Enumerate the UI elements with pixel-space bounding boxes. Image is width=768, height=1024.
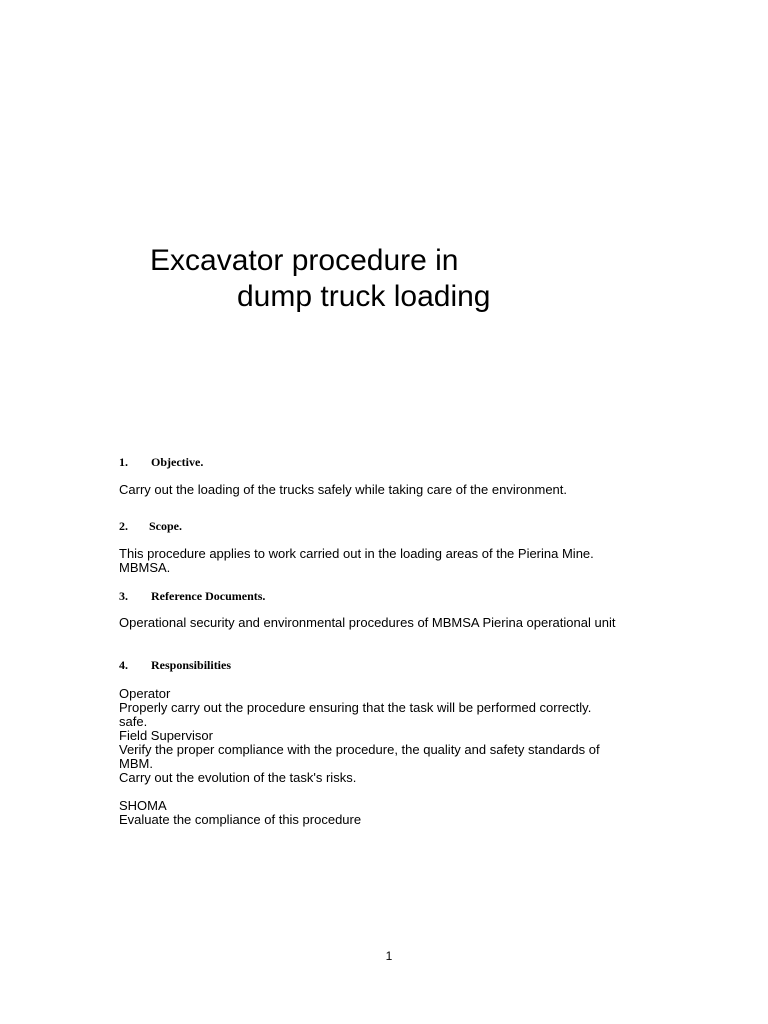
section-number: 1.: [119, 455, 128, 469]
section-heading-objective: [119, 455, 203, 469]
body-line: MBM.: [119, 756, 153, 771]
body-line: This procedure applies to work carried out in the loading areas of the Pierina Mine.: [119, 546, 594, 561]
page-number: 1: [385, 949, 393, 963]
document-title-line-1: Excavator procedure in: [150, 244, 459, 277]
section-number: 2.: [119, 519, 128, 533]
section-body-scope: [119, 547, 619, 575]
section-heading-scope: [119, 519, 182, 533]
body-line: Properly carry out the procedure ensuring that the task will be performed correctly.: [119, 700, 592, 715]
body-line: Operational security and environmental procedures of MBMSA Pierina operational unit: [119, 615, 616, 630]
document-title-line-2: dump truck loading: [237, 280, 491, 313]
body-line: Carry out the evolution of the task's risks.: [119, 770, 357, 785]
role-label-shoma: SHOMA: [119, 798, 167, 813]
body-line: Carry out the loading of the trucks safely while taking care of the environment.: [119, 482, 568, 497]
section-number: 4.: [119, 658, 128, 672]
section-title: Responsibilities: [151, 658, 232, 672]
role-label-operator: Operator: [119, 686, 171, 701]
section-heading-reference-documents: [119, 589, 265, 603]
body-line: Evaluate the compliance of this procedure: [119, 812, 362, 827]
body-line: MBMSA.: [119, 560, 171, 575]
section-title: Reference Documents.: [151, 589, 266, 603]
section-body-objective: [119, 483, 619, 497]
section-title: Scope.: [149, 519, 182, 533]
section-body-responsibilities: [119, 687, 619, 827]
section-number: 3.: [119, 589, 128, 603]
section-title: Objective.: [151, 455, 204, 469]
section-heading-responsibilities: [119, 658, 231, 672]
blank-line: [119, 785, 619, 799]
role-label-field-supervisor: Field Supervisor: [119, 728, 213, 743]
body-line: Verify the proper compliance with the procedure, the quality and safety standards of: [119, 742, 600, 757]
body-line: safe.: [119, 714, 148, 729]
section-body-reference-documents: [119, 616, 619, 630]
